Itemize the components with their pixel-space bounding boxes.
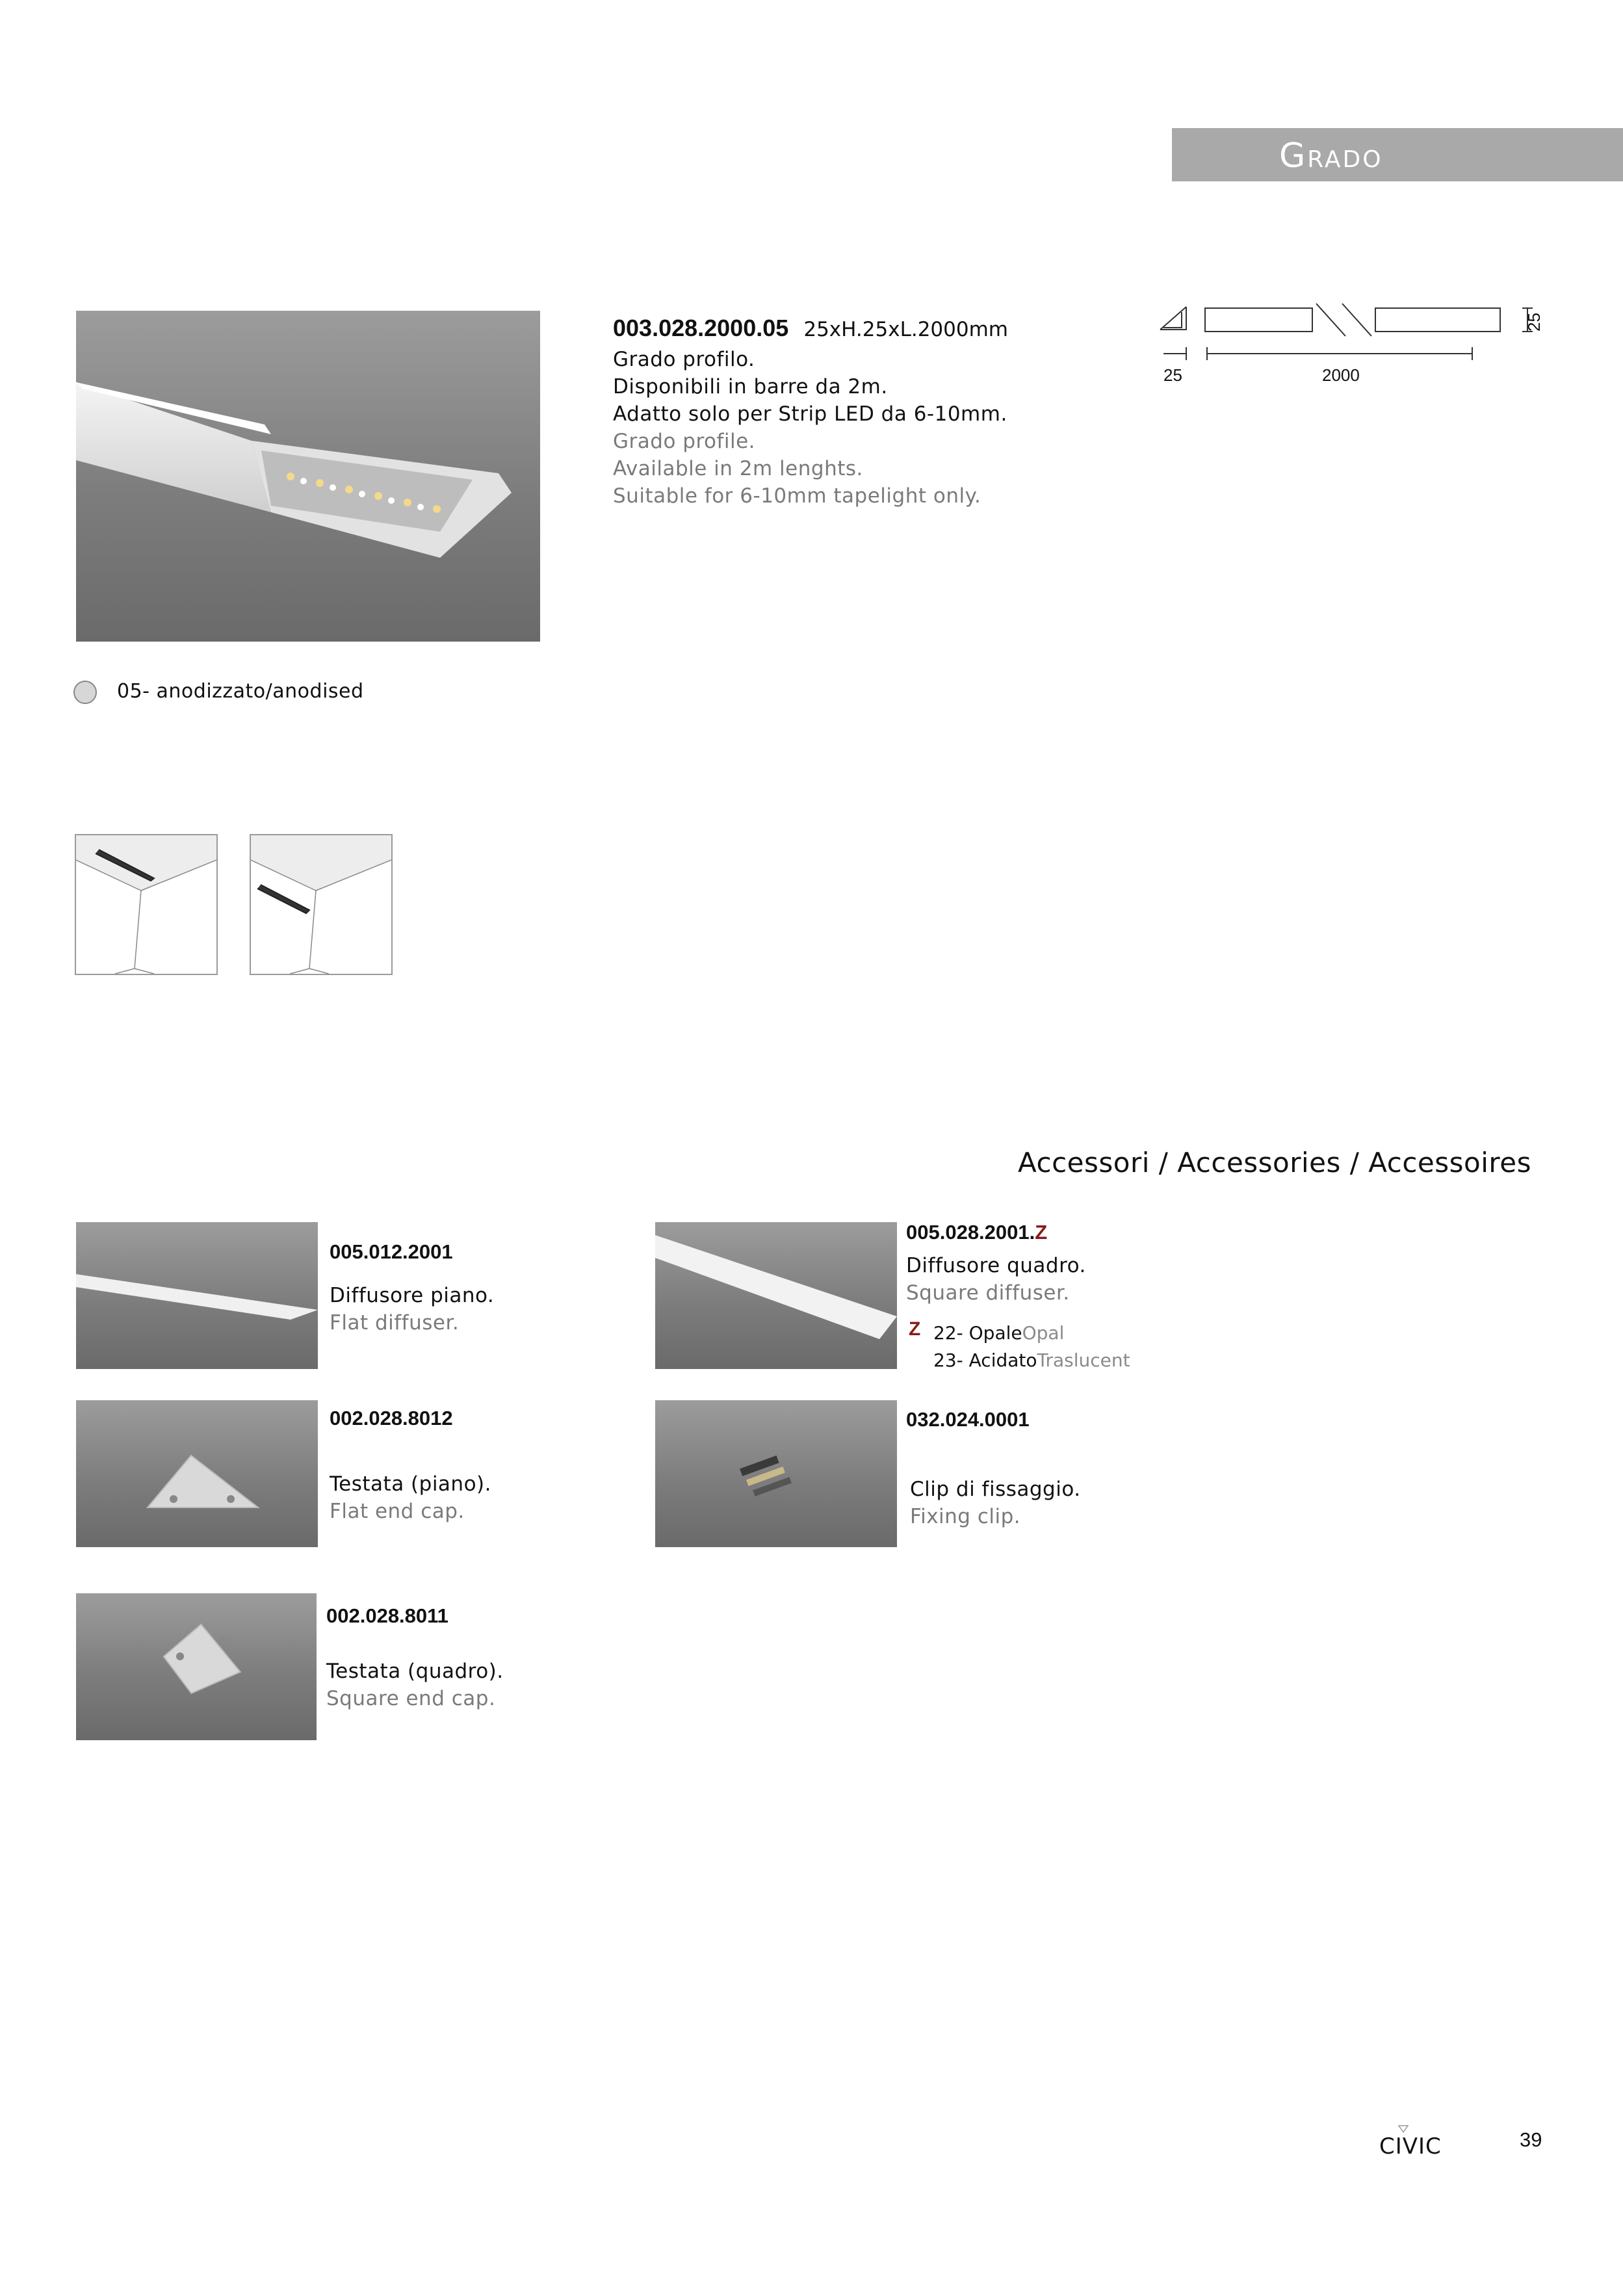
- drawing-length-label: 2000: [1322, 365, 1360, 385]
- product-desc-en-2: Available in 2m lenghts.: [613, 457, 863, 480]
- accessory-code: 005.012.2001: [330, 1240, 453, 1263]
- accessory-photo-flat-end-cap: [76, 1400, 318, 1547]
- brand-logo: [1379, 2124, 1442, 2159]
- product-desc-it-3: Adatto solo per Strip LED da 6-10mm.: [613, 402, 1007, 426]
- accessory-photo-flat-diffuser: [76, 1222, 318, 1369]
- accessory-desc-en: Square end cap.: [326, 1687, 496, 1710]
- option-acidato-it: 23- Acidato: [933, 1350, 1037, 1371]
- header-bar: [1172, 128, 1623, 181]
- accessory-desc-en: Square diffuser.: [906, 1281, 1070, 1305]
- product-desc-en-1: Grado profile.: [613, 430, 756, 453]
- drawing-width-label: 25: [1163, 365, 1182, 385]
- product-desc-it-2: Disponibili in barre da 2m.: [613, 375, 888, 398]
- accessories-title: Accessori / Accessories / Accessoires: [1018, 1147, 1531, 1179]
- page-number: 39: [1520, 2128, 1542, 2151]
- accessory-photo-square-diffuser: [655, 1222, 897, 1369]
- option-opal: [933, 1320, 1130, 1347]
- option-opal-it: 22- Opale: [933, 1322, 1022, 1344]
- accessory-code: [906, 1221, 1047, 1244]
- accessory-desc-it: Clip di fissaggio.: [910, 1478, 1081, 1501]
- accessory-desc-en: Flat end cap.: [330, 1500, 465, 1523]
- accessory-desc-it: Testata (piano).: [330, 1472, 491, 1496]
- profile-illustration: [76, 311, 540, 642]
- page-title: Grado: [1279, 137, 1383, 176]
- option-opal-en: Opal: [1022, 1322, 1065, 1344]
- product-desc-en-3: Suitable for 6-10mm tapelight only.: [613, 484, 981, 508]
- option-acidato-en: Traslucent: [1037, 1350, 1130, 1371]
- finish-label: 05- anodizzato/anodised: [117, 680, 364, 703]
- accessory-code: 002.028.8011: [326, 1604, 448, 1627]
- product-photo: [76, 311, 540, 642]
- accessory-desc-en: Flat diffuser.: [330, 1311, 460, 1335]
- mounting-diagram-1: [75, 834, 218, 975]
- accessory-desc-it: Testata (quadro).: [326, 1660, 504, 1683]
- brand-name: CIVIC: [1379, 2133, 1442, 2159]
- options-marker: Z: [909, 1318, 921, 1340]
- accessory-photo-fixing-clip: [655, 1400, 897, 1547]
- accessory-desc-it: Diffusore quadro.: [906, 1254, 1086, 1277]
- accessory-code-base: 005.028.2001.: [906, 1221, 1035, 1244]
- accessory-code: 032.024.0001: [906, 1408, 1030, 1431]
- technical-drawing: [1157, 300, 1547, 398]
- finish-swatch: [73, 681, 97, 704]
- accessory-code: 002.028.8012: [330, 1407, 453, 1429]
- mounting-diagram-2: [250, 834, 393, 975]
- accessory-desc-it: Diffusore piano.: [330, 1284, 495, 1307]
- product-dimensions: 25xH.25xL.2000mm: [803, 318, 1008, 341]
- accessory-desc-en: Fixing clip.: [910, 1505, 1021, 1528]
- product-desc-it-1: Grado profilo.: [613, 348, 755, 371]
- option-acidato: [933, 1347, 1130, 1374]
- product-code: 003.028.2000.05: [613, 315, 789, 341]
- accessory-photo-square-end-cap: [76, 1593, 317, 1740]
- accessory-code-suffix: Z: [1035, 1221, 1048, 1244]
- drawing-height-label: 25: [1524, 313, 1544, 332]
